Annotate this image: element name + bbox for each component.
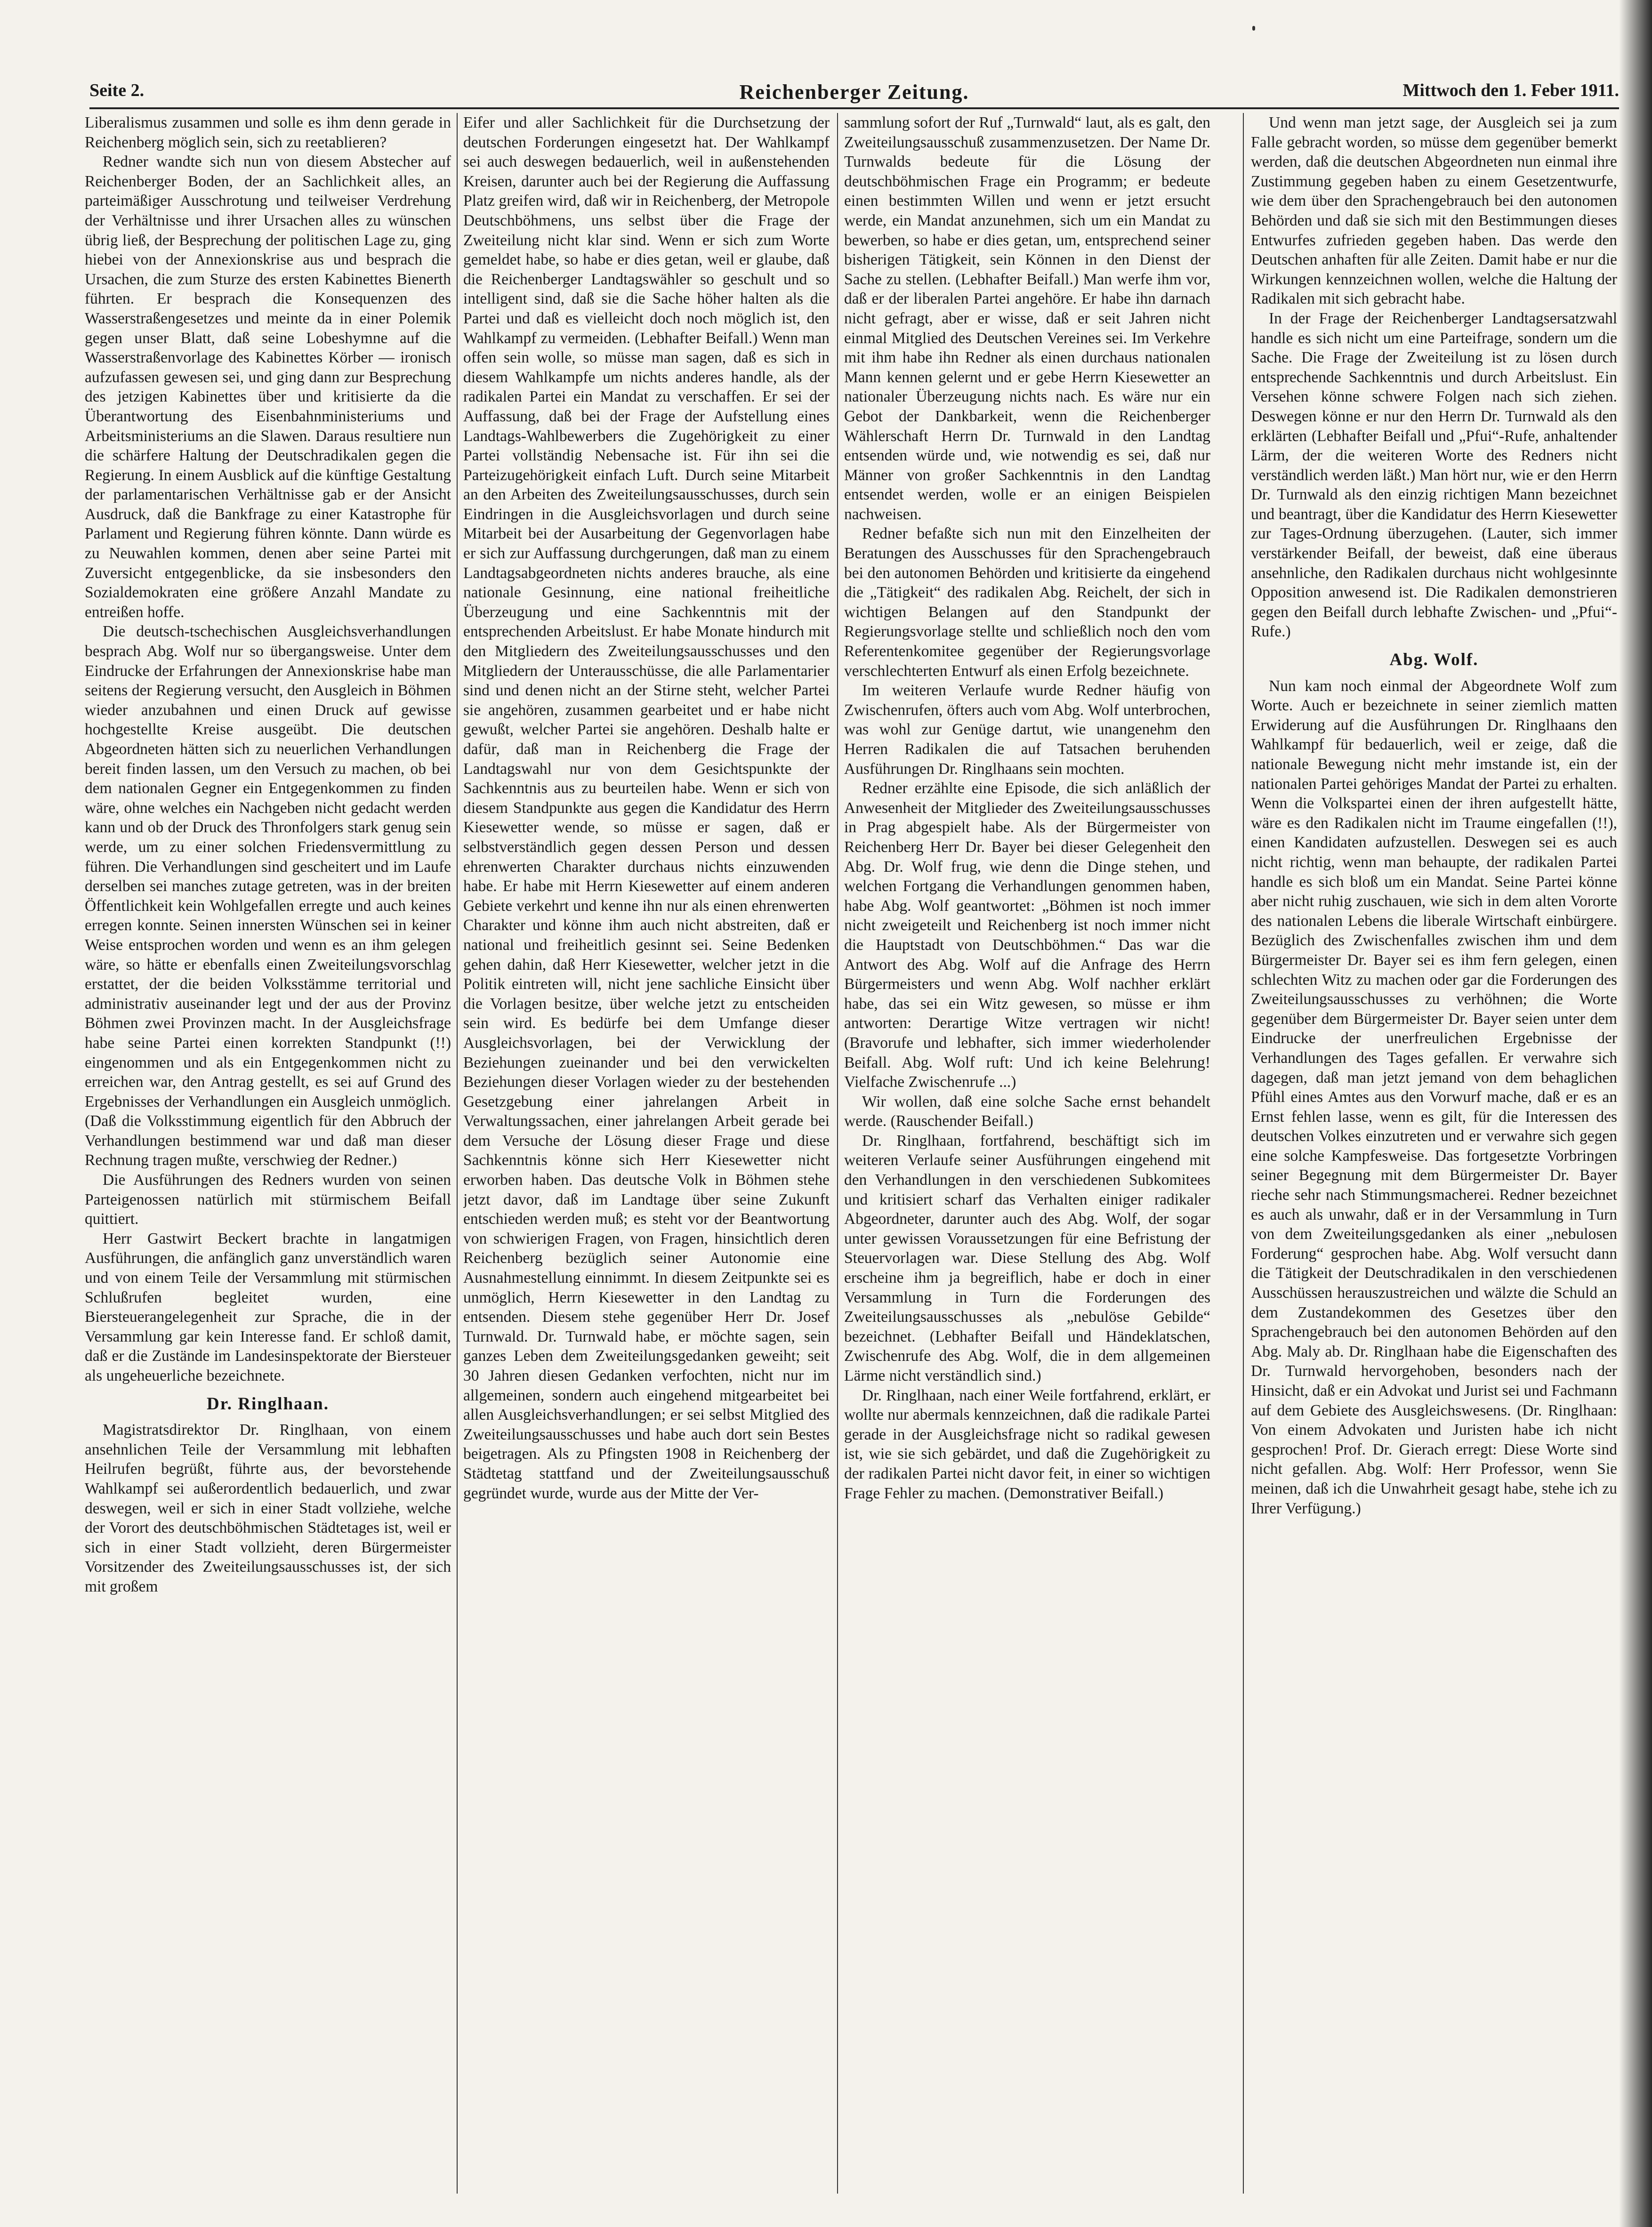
column-divider (837, 113, 838, 2194)
article-paragraph: Die Ausführungen des Redners wurden von seinen Parteigenossen natürlich mit stürmischem Beifall quittiert. (85, 1171, 451, 1228)
speck (1252, 26, 1255, 31)
section-heading: Abg. Wolf. (1389, 650, 1479, 670)
column-1 (85, 113, 451, 2189)
column-2 (463, 113, 830, 2189)
article-paragraph: Eifer und aller Sachlichkeit für die Durchsetzung der deutschen Forderungen eingesetzt hat. Der Wahlkampf sei auch deswegen bedauerlich, weil in außenstehenden Kreisen, darunter auch bei der Regierung die Auffassung Platz greifen wird, daß wir in Reichenberg, der Metropole Deutschböhmens, uns selbst über die Frage der Zweiteilung nicht klar sind. Wenn er sich zum Worte gemeldet habe, so habe er dies getan, weil er glaube, daß die Reichenberger Landtagswähler so geschult und so intelligent sind, daß sie die Sache höher halten als die Partei und daß es vielleicht doch noch möglich ist, den Wahlkampf zu vermeiden. (Lebhafter Beifall.) Wenn man offen sein wolle, so müsse man sagen, daß es sich in diesem Wahlkampfe um nichts anderes handle, als der radikalen Partei ein Mandat zu verschaffen. Er sei der Auffassung, daß bei der Frage der Aufstellung eines Landtags-Wahlbewerbers die Zugehörigkeit zu einer Partei vollständig Nebensache ist. Für ihn sei die Parteizugehörigkeit einfach Luft. Durch seine Mitarbeit an den Arbeiten des Zweiteilungsausschusses, durch sein Eindringen in die Ausgleichsvorlagen und durch seine Mitarbeit bei der Ausarbeitung der Gegenvorlagen habe er sich zur Auffassung durchgerungen, daß man zu einem Landtagsabgeordneten nichts anderes brauche, als eine nationale Gesinnung, eine national freiheitliche Überzeugung und eine Sachkenntnis mit der entsprechenden Arbeitslust. Er habe Monate hindurch mit den Mitgliedern des Zweiteilungsausschusses und den Mitgliedern der Unterausschüsse, die alle Parlamentarier sind und denen nicht an der Stirne steht, welcher Partei sie angehören, zusammen gearbeitet und er habe nicht gewußt, welcher Partei sie angehören. Deshalb halte er dafür, daß man in Reichenberg die Frage der Landtagswahl nur von dem Gesichtspunkte der Sachkenntnis aus zu beurteilen habe. Wenn er sich von diesem Standpunkte aus gegen die Kandidatur des Herrn Kiesewetter wende, so müsse er sagen, daß er selbstverständlich gegen dessen Person und dessen ehrenwerten Charakter durchaus nichts einzuwenden habe. Er habe mit Herrn Kiesewetter auf einem anderen Gebiete verkehrt und kenne ihn nur als einen ehrenwerten Charakter und könne ihm auch nicht abstreiten, daß er national und freiheitlich gesinnt sei. Seine Bedenken gehen dahin, daß Herr Kiesewetter, welcher jetzt in die Politik eintreten will, nicht jene sachliche Einsicht über die Vorlagen besitze, über welche jetzt zu entscheiden sein wird. Es bedürfe bei dem Umfange dieser Ausgleichsvorlagen, bei der Verwicklung der Beziehungen zueinander und bei den verwickelten Beziehungen dieser Vorlagen wieder zu der bestehenden Gesetzgebung einer jahrelangen Arbeit in Verwaltungssachen, einer jahrelangen Arbeit gerade bei dem Versuche der Lösung dieser Frage und diese Sachkenntnis könne sich Herr Kiesewetter nicht erworben haben. Das deutsche Volk in Böhmen stehe jetzt davor, daß im Landtage über seine Zukunft entschieden werden muß; es steht vor der Beantwortung von schwierigen Fragen, von Fragen, hinsichtlich deren Reichenberg bezüglich seiner Autonomie eine Ausnahmestellung einnimmt. In diesem Zeitpunkte sei es unmöglich, Herrn Kiesewetter in den Landtag zu entsenden. Diesem stehe gegenüber Herr Dr. Josef Turnwald. Dr. Turnwald habe, er möchte sagen, sein ganzes Leben dem Zweiteilungsgedanken geweiht; seit 30 Jahren diesen Gedanken verfochten, nicht nur im allgemeinen, sondern auch eingehend mitgearbeitet bei allen Ausgleichsverhandlungen; er sei selbst Mitglied des Zweiteilungsausschusses und habe auch dort sein Bestes beigetragen. Als zu Pfingsten 1908 in Reichenberg der Städtetag stattfand und der Zweiteilungsausschuß gegründet wurde, wurde aus der Mitte der Ver- (463, 114, 830, 1502)
article-paragraph: Redner wandte sich nun von diesem Abstecher auf Reichenberger Boden, der an Sachlichkeit alles, an parteimäßiger Ausschrotung und teilweiser Verdrehung der Verhältnisse und ihrer Ursachen alles zu wünschen übrig ließ, der Besprechung der politischen Lage zu, ging hiebei von der Annexionskrise aus und besprach die Ursachen, die zum Sturze des ersten Kabinettes Bienerth führten. Er besprach die Konsequenzen des Wasserstraßengesetzes und meinte da in einer Polemik gegen unser Blatt, daß seine Lobeshymne auf die Wasserstraßenvorlage des Kabinettes Körber — ironisch aufzufassen gewesen sei, und ging dann zur Besprechung des jetzigen Kabinettes über und kritisierte da die Überantwortung des Eisenbahnministeriums und Arbeitsministeriums an die Slawen. Daraus resultiere nun die schärfere Haltung der Deutschradikalen gegen die Regierung. In einem Ausblick auf die künftige Gestaltung der parlamentarischen Verhältnisse gab er der Ansicht Ausdruck, daß die Bankfrage zu einer Katastrophe für Parlament und Regierung führen könnte. Dann würde es zu Neuwahlen kommen, denen aber seine Partei mit Zuversicht entgegenblicke, da sie insbesonders den Sozialdemokraten eine größere Anzahl Mandate zu entreißen hoffe. (85, 153, 451, 621)
article-paragraph: Dr. Ringlhaan, nach einer Weile fortfahrend, erklärt, er wollte nur abermals kennzeichnen, daß die radikale Partei gerade in der Ausgleichsfrage nicht so radikal gewesen ist, wie sie sich gebärdet, und daß die Zugehörigkeit zu der radikalen Partei nicht davor feit, in einer so wichtigen Frage Fehler zu machen. (Demonstrativer Beifall.) (844, 1386, 1210, 1502)
article-paragraph: Im weiteren Verlaufe wurde Redner häufig von Zwischenrufen, öfters auch vom Abg. Wolf unterbrochen, was wohl zur Genüge dartut, wie unangenehm den Herren Radikalen die auf Tatsachen beruhenden Ausführungen Dr. Ringlhaans sein mochten. (844, 682, 1210, 778)
article-paragraph: Wir wollen, daß eine solche Sache ernst behandelt werde. (Rauschender Beifall.) (844, 1093, 1210, 1130)
article-paragraph: Magistratsdirektor Dr. Ringlhaan, von einem ansehnlichen Teile der Versammlung mit lebhaften Heilrufen begrüßt, führte aus, der bevorstehende Wahlkampf sei außerordentlich bedauerlich, und zwar deswegen, weil er sich in einer Stadt vollziehe, welche der Vorort des deutschböhmischen Städtetages ist, weil er sich in einer Stadt vollzieht, deren Bürgermeister Vorsitzender des Zweiteilungsausschusses ist, der sich mit großem (85, 1421, 451, 1595)
article-paragraph: Dr. Ringlhaan, fortfahrend, beschäftigt sich im weiteren Verlaufe seiner Ausführungen eingehend mit den Verhandlungen in den verschiedenen Subkomitees und kritisiert scharf das Verhalten einiger radikaler Abgeordneter, darunter auch des Abg. Wolf, der sogar unter gewissen Voraussetzungen für eine Befristung der Steuervorlagen war. Diese Stellung des Abg. Wolf erscheine ihm ja begreiflich, habe er doch in einer Versammlung in Turn die Forderungen des Zweiteilungsausschusses als „nebulöse Gebilde“ bezeichnet. (Lebhafter Beifall und Händeklatschen, Zwischenrufe des Abg. Wolf, die in dem allgemeinen Lärme nicht verständlich sind.) (844, 1132, 1210, 1384)
article-paragraph: Redner erzählte eine Episode, die sich anläßlich der Anwesenheit der Mitglieder des Zweiteilungsausschusses in Prag abgespielt habe. Als der Bürgermeister von Reichenberg Herr Dr. Bayer bei dieser Gelegenheit den Abg. Dr. Wolf frug, wie denn die Dinge stehen, und welchen Fortgang die Verhandlungen genommen haben, habe Abg. Wolf geantwortet: „Böhmen ist noch immer nicht zweigeteilt und Reichenberg ist noch immer nicht die Hauptstadt von Deutschböhmen.“ Das war die Antwort des Abg. Wolf auf die Anfrage des Herrn Bürgermeisters und wenn Abg. Wolf nachher erklärt habe, das sei ein Witz gewesen, so müsse er ihm antworten: Derartige Witze vertragen wir nicht! (Bravorufe und lebhafter, sich immer wiederholender Beifall. Abg. Wolf ruft: Und ich keine Belehrung! Vielfache Zwischenrufe ...) (844, 780, 1210, 1091)
article-paragraph: Herr Gastwirt Beckert brachte in langatmigen Ausführungen, die anfänglich ganz unverständlich waren und von einem Teile der Versammlung mit stürmischen Schlußrufen begleitet wurden, eine Biersteuerangelegenheit zur Sprache, die in der Versammlung gar kein Interesse fand. Er schloß damit, daß er die Zustände im Landesinspektorate der Biersteuer als ungeheuerliche bezeichnete. (85, 1230, 451, 1384)
column-divider (457, 113, 458, 2194)
section-heading: Dr. Ringlhaan. (206, 1394, 329, 1414)
column-divider (1243, 113, 1244, 2194)
article-paragraph: Und wenn man jetzt sage, der Ausgleich sei ja zum Falle gebracht worden, so müsse dem gegenüber bemerkt werden, daß die deutschen Abgeordneten nun einmal ihre Zustimmung gegeben haben zu einem Gesetzentwurfe, wie dem über den Sprachengebrauch bei den autonomen Behörden und daß sie sich mit den Bestimmungen dieses Entwurfes zufrieden gegeben haben. Das werde den Deutschen anhaften für alle Zeiten. Damit habe er nur die Wirkungen kennzeichnen wollen, welche die Haltung der Radikalen mit sich gebracht habe. (1251, 114, 1617, 308)
page-number: Seite 2. (89, 80, 145, 100)
article-paragraph: Die deutsch-tschechischen Ausgleichsverhandlungen besprach Abg. Wolf nur so übergangsweise. Unter dem Eindrucke der Erfahrungen der Annexionskrise habe man seitens der Regierung versucht, den Ausgleich in Böhmen wieder anzubahnen und einen Druck auf gewisse hochgestellte Kreise ausgeübt. Die deutschen Abgeordneten hätten sich zu neuerlichen Verhandlungen bereit finden lassen, um den Versuch zu machen, ob bei dem nationalen Gegner ein Entgegenkommen zu finden wäre, ohne welches ein Nachgeben nicht gedacht werden kann und ob der Druck des Thronfolgers stark genug sein werde, um zu einer solchen Friedensvermittlung zu führen. Die Verhandlungen sind gescheitert und im Laufe derselben sei manches zutage getreten, was in der breiten Öffentlichkeit kein Wohlgefallen erregte und auch keines erregen konnte. Seinen innersten Wünschen sei in keiner Weise entsprochen worden und wenn es an ihm gelegen wäre, so hätte er ebenfalls einen Zweiteilungsvorschlag erstattet, der die beiden Volksstämme territorial und administrativ auseinander legt und der aus der Provinz Böhmen zwei Provinzen macht. In der Ausgleichsfrage habe seine Partei einen korrekten Standpunkt (!!) eingenommen und als ein Entgegenkommen nicht zu erreichen war, den Antrag gestellt, es sei auf Grund des Ergebnisses der Verhandlungen ein Ausgleich unmöglich. (Daß die Volksstimmung eigentlich für den Abbruch der Verhandlungen bestimmend war und daß man dieser Rechnung tragen mußte, verschwieg der Redner.) (85, 623, 451, 1169)
article-paragraph: In der Frage der Reichenberger Landtagsersatzwahl handle es sich nicht um eine Parteifrage, sondern um die Sache. Die Frage der Zweiteilung ist zu lösen durch entsprechende Sachkenntnis und durch Arbeitslust. Ein Versehen könne schwere Folgen nach sich ziehen. Deswegen könne er nur den Herrn Dr. Turnwald als den erklärten (Lebhafter Beifall und „Pfui“-Rufe, anhaltender Lärm, der die weiteren Worte des Redners nicht verständlich werden läßt.) Man hört nur, wie er den Herrn Dr. Turnwald als den einzig richtigen Mann bezeichnet und beantragt, über die Kandidatur des Herrn Kiesewetter zur Tages-Ordnung überzugehen. (Lauter, sich immer verstärkender Beifall, der beweist, daß eine überaus ansehnliche, den Radikalen durchaus nicht wohlgesinnte Opposition anwesend ist. Die Radikalen demonstrieren gegen den Beifall durch lebhafte Zwischen- und „Pfui“-Rufe.) (1251, 309, 1617, 641)
page-edge-shadow (1619, 0, 1652, 2227)
column-3 (844, 113, 1210, 2189)
issue-date: Mittwoch den 1. Feber 1911. (1402, 80, 1619, 100)
header-rule (89, 107, 1619, 109)
article-paragraph: Liberalismus zusammen und solle es ihm denn gerade in Reichenberg möglich sein, sich zu reetablieren? (85, 114, 451, 151)
article-paragraph: sammlung sofort der Ruf „Turnwald“ laut, als es galt, den Zweiteilungsausschuß zusammenzusetzen. Der Name Dr. Turnwalds bedeute für die Lösung der deutschböhmischen Frage ein Programm; er bedeute einen bestimmten Willen und wenn er jetzt ersucht werde, ein Mandat anzunehmen, sich um ein Mandat zu bewerben, so habe er dies getan, um, entsprechend seiner bisherigen Tätigkeit, sein Können in den Dienst der Sache zu stellen. (Lebhafter Beifall.) Man werfe ihm vor, daß er der liberalen Partei angehöre. Er habe ihn darnach nicht gefragt, aber er wisse, daß er seit Jahren nicht einmal Mitglied des Deutschen Vereines sei. Im Verkehre mit ihm habe ihn Redner als einen durchaus nationalen Mann kennen gelernt und er gebe Herrn Kiesewetter an nationaler Überzeugung nichts nach. Es wäre nur ein Gebot der Dankbarkeit, wenn die Reichenberger Wählerschaft Herrn Dr. Turnwald in den Landtag entsenden würde und, wie notwendig es sei, daß nur Männer von großer Sachkenntnis in den Landtag entsendet werden, wolle er an einigen Beispielen nachweisen. (844, 114, 1210, 523)
article-paragraph: Nun kam noch einmal der Abgeordnete Wolf zum Worte. Auch er bezeichnete in seiner ziemlich matten Erwiderung auf die Ausführungen Dr. Ringlhaans den Wahlkampf für bedauerlich, weil er zeige, daß die nationale Bewegung nicht mehr imstande ist, ein der nationalen Partei gehöriges Mandat der Partei zu erhalten. Wenn die Volkspartei einen der ihren aufgestellt hätte, wäre es den Radikalen nicht im Traume eingefallen (!!), einen Kandidaten aufzustellen. Deswegen sei es auch nicht richtig, wenn man behaupte, der radikalen Partei handle es sich bloß um ein Mandat. Seine Partei könne aber nicht ruhig zuschauen, wie sich in dem alten Vororte des nationalen Lebens die liberale Wirtschaft einbürgere. Bezüglich des Zwischenfalles zwischen ihm und dem Bürgermeister Dr. Bayer sei es ihm fern gelegen, einen schlechten Witz zu machen oder gar die Forderungen des Zweiteilungsausschusses zu verhöhnen; die Worte gegenüber dem Bürgermeister Dr. Bayer seien unter dem Eindrucke der unerfreulichen Ergebnisse der Verhandlungen des Tages gefallen. Er verwahre sich dagegen, daß man jetzt jemand von dem behaglichen Pfühl eines Amtes aus den Vorwurf mache, daß er es an Ernst fehlen lasse, wenn es gilt, für die Interessen des deutschen Volkes einzutreten und er verwahre sich gegen eine solche Kampfesweise. Das fortgesetzte Vorbringen seiner Begegnung mit dem Bürgermeister Dr. Bayer rieche sehr nach Stimmungsmacherei. Redner bezeichnet es auch als unwahr, daß er in der Versammlung in Turn von dem Zweiteilungsgedanken als einer „nebulosen Forderung“ gesprochen habe. Abg. Wolf versucht dann die Tätigkeit der Deutschradikalen in den verschiedenen Ausschüssen herauszustreichen und wälzte die Schuld an dem Zustandekommen des Gesetzes über den Sprachengebrauch bei den autonomen Behörden auf den Abg. Maly ab. Dr. Ringlhaan habe die Eigenschaften des Dr. Turnwald hervorgehoben, besonders nach der Hinsicht, daß er ein Advokat und Jurist sei und Fachmann auf dem Gebiete des Ausgleichswesens. (Dr. Ringlhaan: Von einem Advokaten und Juristen habe ich nicht gesprochen! Prof. Dr. Gierach erregt: Diese Worte sind nicht gefallen. Abg. Wolf: Herr Professor, wenn Sie meinen, daß ich die Unwahrheit gesagt habe, stehe ich zu Ihrer Verfügung.) (1251, 677, 1617, 1517)
article-paragraph: Redner befaßte sich nun mit den Einzelheiten der Beratungen des Ausschusses für den Sprachengebrauch bei den autonomen Behörden und kritisierte da eingehend die „Tätigkeit“ des radikalen Abg. Reichelt, der sich in wichtigen Belangen auf den Standpunkt der Regierungsvorlage stellte und schließlich noch den vom Referentenkomitee gegenüber der Regierungsvorlage verschlechterten Entwurf als einen Erfolg bezeichnete. (844, 525, 1210, 680)
newspaper-title: Reichenberger Zeitung. (739, 80, 969, 104)
column-4 (1251, 113, 1617, 2189)
